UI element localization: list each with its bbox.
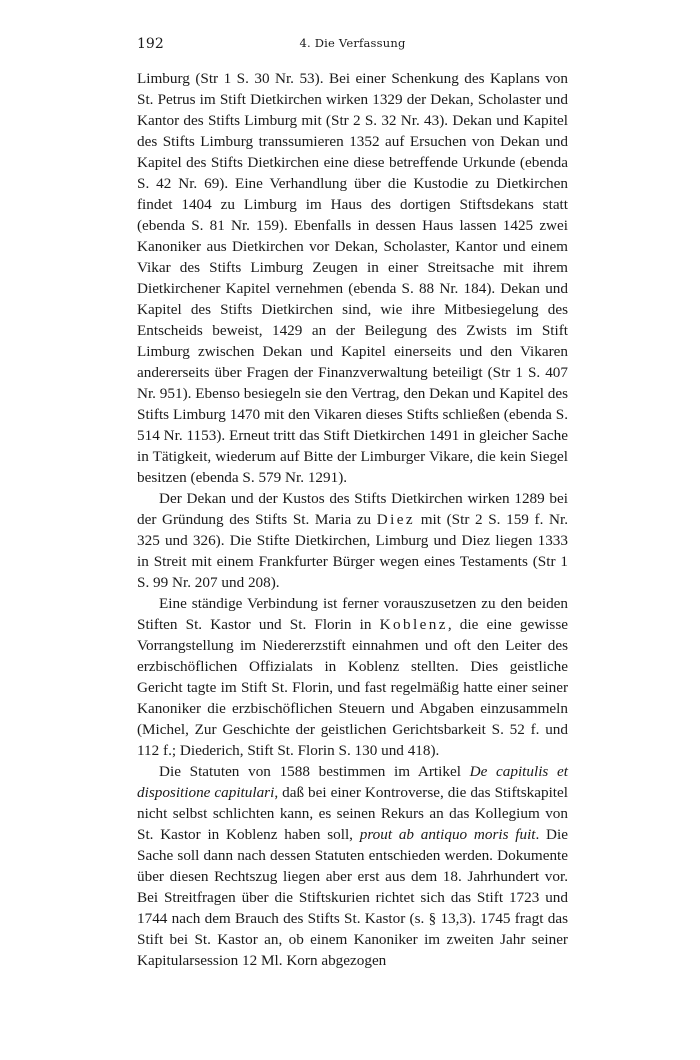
italic-phrase: prout ab antiquo moris fuit: [359, 826, 536, 843]
text-run: mit (Str 2 S. 159 f. Nr. 325 und 326). Die Stifte Dietkirchen, Limburg und Diez liegen 1333 in Streit mit einem Frankfurter Bürger wegen eines Testaments (Str 1 S. 99 Nr. 207 und 208).: [137, 511, 568, 591]
page-header: [137, 36, 568, 56]
text-run: Die Statuten von 1588 bestimmen im Artikel: [159, 763, 470, 780]
text-run: , die eine gewisse Vorrangstellung im Niedererzstift einnahmen und oft den Leiter des erzbischöflichen Offizialats in Koblenz stellten. Dies geistliche Gericht tagte im Stift St. Florin, und fast regelmäßig hatte einer seiner Kanoniker die erzbischöflichen Steuern und Abgaben einzusammeln (Michel, Zur Geschichte der geistlichen Gerichtsbarkeit S. 52 f. und 112 f.; Diederich, Stift St. Florin S. 130 und 418).: [137, 616, 568, 759]
text-run: Limburg (Str 1 S. 30 Nr. 53). Bei einer Schenkung des Kaplans von St. Petrus im Stift Dietkirchen wirken 1329 der Dekan, Scholaster und Kantor des Stifts Limburg mit (Str 2 S. 32 Nr. 43). Dekan und Kapitel des Stifts Limburg transsumieren 1352 auf Ersuchen von Dekan und Kapitel des Stifts Dietkirchen eine diese betreffende Urkunde (ebenda S. 42 Nr. 69). Eine Verhandlung über die Kustodie zu Dietkirchen findet 1404 zu Limburg im Haus des dortigen Stiftsdekans statt (ebenda S. 81 Nr. 159). Ebenfalls in dessen Haus lassen 1425 zwei Kanoniker aus Dietkirchen vor Dekan, Scholaster, Kantor und einem Vikar des Stifts Limburg Zeugen in einer Streitsache mit ihrem Dietkirchener Kapitel vernehmen (ebenda S. 88 Nr. 184). Dekan und Kapitel des Stifts Dietkirchen sind, wie ihre Mitbesiegelung des Entscheids beweist, 1429 an der Beilegung des Zwists im Stift Limburg zwischen Dekan und Kapitel einerseits und den Vikaren andererseits über Fragen der Finanzverwaltung beteiligt (Str 1 S. 407 Nr. 951). Ebenso besiegeln sie den Vertrag, den Dekan und Kapitel des Stifts Limburg 1470 mit den Vikaren dieses Stifts schließen (ebenda S. 514 Nr. 1153). Erneut tritt das Stift Dietkirchen 1491 in gleicher Sache in Tätigkeit, wiederum auf Bitte der Limburger Vikare, die kein Siegel besitzen (ebenda S. 579 Nr. 1291).: [137, 70, 568, 486]
paragraph: [137, 68, 568, 488]
text-run: Eine ständige Verbindung ist ferner vorauszusetzen zu den beiden Stiften St. Kastor und St. Florin in: [137, 595, 568, 633]
letterspaced-place-name: Koblenz: [379, 616, 448, 633]
paragraph: [137, 761, 568, 971]
page-number: 192: [137, 36, 164, 52]
running-head: 4. Die Verfassung: [299, 36, 406, 50]
paragraph: [137, 593, 568, 761]
text-run: Der Dekan und der Kustos des Stifts Dietkirchen wirken 1289 bei der Gründung des Stifts St. Maria zu: [137, 490, 568, 528]
text-run: . Die Sache soll dann nach dessen Statuten entschieden werden. Dokumente über diesen Rechtszug liegen aber erst aus dem 18. Jahrhundert vor. Bei Streitfragen über die Stiftskurien richtet sich das Stift 1723 und 1744 nach dem Brauch des Stifts St. Kastor (s. § 13,3). 1745 fragt das Stift bei St. Kastor an, ob einem Kanoniker im zweiten Jahr seiner Kapitularsession 12 Ml. Korn abgezogen: [137, 826, 568, 969]
text-run: , daß bei einer Kontroverse, die das Stiftskapitel nicht selbst schlichten kann, es seinen Rekurs an das Kollegium von St. Kastor in Koblenz haben soll,: [137, 784, 568, 843]
paragraph: [137, 488, 568, 593]
letterspaced-place-name: Diez: [376, 511, 416, 528]
body-text: [137, 68, 568, 971]
italic-phrase: De capitulis et dispositione capitulari: [137, 763, 569, 801]
